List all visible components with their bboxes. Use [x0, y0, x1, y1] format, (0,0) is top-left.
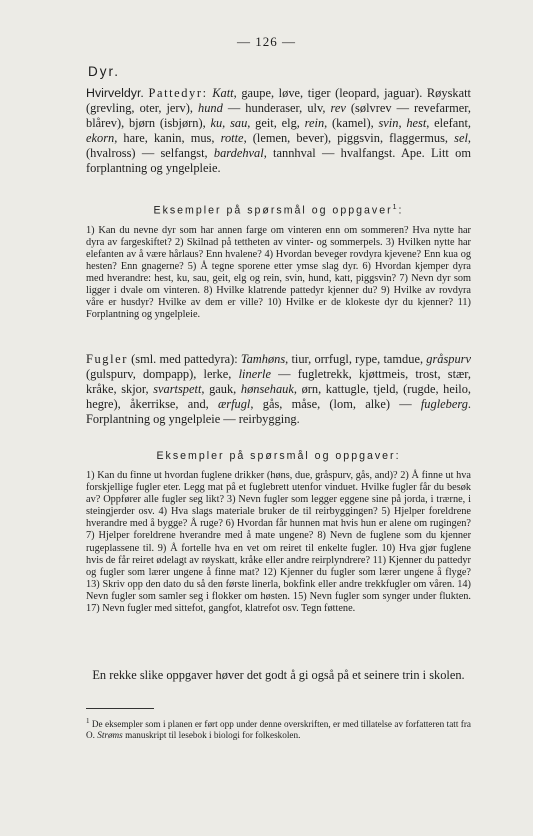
emphasized-term: Strøms [97, 730, 123, 741]
emphasized-term: Katt [212, 86, 234, 100]
closing-text: En rekke slike oppgaver høver det godt å gi også på et seinere trin i skolen. [92, 668, 465, 682]
birds-title: Fugler [86, 352, 128, 366]
text-run: , ørn, kattugle, tjeld, (rugde, heilo, hegre), åkerrikse, and, [86, 382, 472, 411]
emphasized-term: rotte [220, 131, 244, 145]
chapter-heading: Dyr. [88, 64, 121, 79]
text-run: , gås, måse, (lom, alke) — [250, 397, 421, 411]
emphasized-term: hønsehauk [240, 382, 294, 396]
emphasized-term: rein [304, 116, 325, 130]
text-run: . Forplantning og yngelpleie — reirbygging. [86, 397, 471, 426]
emphasized-term: svartspett [153, 382, 202, 396]
text-run: , geit, elg, [247, 116, 305, 130]
text-run: (sml. med pattedyra): [127, 352, 241, 366]
footnote-text [86, 719, 471, 740]
mammals-title: Pattedyr: [148, 86, 208, 100]
mammals-text [86, 86, 471, 175]
emphasized-term: ekorn [86, 131, 115, 145]
text-run: , elefant, [426, 116, 471, 130]
footnote-rule [86, 708, 154, 709]
text-run: (gulspurv, dompapp), lerke, [86, 367, 239, 381]
text-run: De eksempler som i planen er ført opp under denne overskriften, er med tillatelse av forfatteren tatt fra O. [86, 719, 471, 741]
text-run: manuskript til lesebok i biologi for folkeskolen. [122, 730, 301, 741]
section-birds [86, 352, 471, 427]
text-run: — fugletrekk, kjøttmeis, trost, stær, kråke, skjor, [86, 367, 472, 396]
closing-paragraph [86, 668, 471, 683]
footnote-mark: 1 [86, 717, 90, 725]
emphasized-term: ku, sau [210, 116, 248, 130]
footnote-ref: 1 [392, 204, 399, 211]
emphasized-term: fugleberg [420, 397, 468, 411]
text-run: , tiur, orrfugl, rype, tamdue, [285, 352, 427, 366]
text-run: , (hvalross) — selfangst, [86, 131, 471, 160]
emphasized-term: Tamhøns [240, 352, 286, 366]
emphasized-term: bardehval [213, 146, 264, 160]
emphasized-term: gråspurv [426, 352, 471, 366]
text-run: , gauk, [201, 382, 241, 396]
emphasized-term: sel [454, 131, 468, 145]
examples-birds [86, 450, 471, 615]
examples-mammals: Eksempler på spørsmål og oppgaver$^1$: 1) Kan du nevne dyr som har annen farge om vinteren enn om sommeren? Hva nytte har dyra av fargeskiftet? 2) Skilnad på tettheten av vinter- og sommerpels. 3) Hvilken nytte har elefanten av å være hårlaus? Enn hvalene? 4) Hvordan beveger rovdyra kjevene? Enn kua og hesten? Enn gnagerne? 5) Å tegne sporene etter ymse slag dyr. 6) Hvordan kjemper dyra med hverandre: hest, ku, sau, geit, elg og rein, svin, hund, katt, piggsvin? 7) Nevn dyr som ligger i dvale om vinteren. 8) Hvilke klatrende pattedyr kjenner du? 9) Hvilke av rovdyra våre er husdyr? Hvilke av dem er ville? 10) Hvilke er de klokeste dyr du kjenner? 11) Forplantning og yngelpleie. [86, 204, 471, 321]
footnote [86, 716, 471, 742]
examples-birds-heading: Eksempler på spørsmål og oppgaver: [156, 450, 401, 462]
emphasized-term: linerle [238, 367, 271, 381]
emphasized-term: ærfugl [218, 397, 251, 411]
emphasized-term: svin, hest [378, 116, 427, 130]
examples-birds-text: 1) Kan du finne ut hvordan fuglene drikker (høns, due, gråspurv, gås, and)? 2) Å finne ut hva forskjellige fugler eter. Legg mat på et fuglebrett utenfor vinduet. Hvilke fugler får du besøk av? Oppfører alle fugler seg likt? 3) Nevn fugler som legger eggene sine på jorda, i trærne, i steingjerder osv. 4) Hva slags materiale bruker de til reirbyggingen? 5) Hjelper foreldrene hverandre med å bygge? Å ruge? 6) Hvordan får hunnen mat hvis hun er alene om rugingen? 7) Hjelper foreldrene hverandre med å mate ungene? 8) Nevn de fuglene som du kjenner rugeplassene til. 9) Å fortelle hva en vet om reiret til enkelte fugler. 10) Hva gjør fuglene hvis de får reiret ødelagt av røyskatt, kråke eller andre reirplyndrere? 11) Kjenner du pattedyr og fugler som lærer ungene å finne mat? 12) Kjenner du fugler som lærer ungene å flyge? 13) Skriv opp den dato du så den første linerla, bokfink eller andre trekkfugler om våren. 14) Nevn fugler som samler seg i flokker om høsten. 15) Nevn fugler som synger under flukten. 17) Nevn fugler med sittefot, gangfot, klatrefot osv. Tegn føttene. [86, 470, 471, 615]
emphasized-term: hund [198, 101, 223, 115]
text-run: (sølvrev — revefarmer, blårev), bjørn (isbjørn), [86, 101, 471, 130]
text-run: , gaupe, løve, tiger (leopard, jaguar). Røyskatt (grevling, oter, jerv), [86, 86, 471, 115]
text-run: , hare, kanin, mus, [114, 131, 221, 145]
page-number: — 126 — [237, 34, 296, 49]
examples-mammals-text: 1) Kan du nevne dyr som har annen farge om vinteren enn om sommeren? Hva nytte har dyra av fargeskiftet? 2) Skilnad på tettheten av vinter- og sommerpels. 3) Hvilken nytte har elefanten av å være hårlaus? Enn hvalene? 4) Hvordan beveger rovdyra kjevene? Enn kua og hesten? Enn gnagerne? 5) Å tegne sporene etter ymse slag dyr. 6) Hvordan kjemper dyra med hverandre: hest, ku, sau, geit, elg og rein, svin, hund, katt, piggsvin? 7) Nevn dyr som ligger i dvale om vinteren. 8) Hvilke klatrende pattedyr kjenner du? 9) Hvilke av rovdyra våre er husdyr? Hvilke av dem er ville? 10) Hvilke er de klokeste dyr du kjenner? 11) Forplantning og yngelpleie. [86, 224, 471, 321]
birds-text [86, 352, 471, 426]
emphasized-term: rev [330, 101, 346, 115]
section-label: Hvirveldyr. [86, 86, 144, 100]
section-mammals [86, 86, 471, 176]
examples-mammals-heading: Eksempler på spørsmål og oppgaver [153, 204, 393, 217]
text-run: — hunderaser, ulv, [222, 101, 331, 115]
text-run: , (lemen, bever), piggsvin, flaggermus, [243, 131, 455, 145]
text-run: , tannhval — hvalfangst. Ape. Litt om forplantning og yngelpleie. [86, 146, 471, 175]
text-run: , (kamel), [324, 116, 379, 130]
